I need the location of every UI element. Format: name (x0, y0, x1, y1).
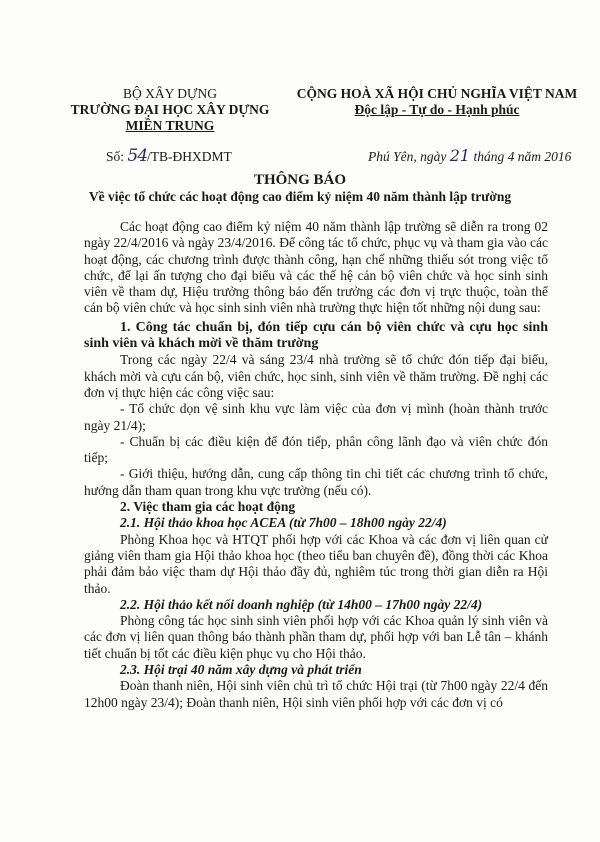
section2-heading: 2. Việc tham gia các hoạt động (120, 499, 296, 515)
date-day-handwritten: 21 (449, 146, 471, 165)
national-heading (292, 86, 582, 118)
national-motto: Độc lập - Tự do - Hạnh phúc (354, 102, 520, 117)
section2-3-paragraph: Đoàn thanh niên, Hội sinh viên chủ trì tổ chức Hội trại (từ 7h00 ngày 22/4 đến 12h00 ngày 23/4); Đoàn thanh niên, Hội sinh viên phối hợp với các đơn vị có (84, 678, 548, 710)
issuer-block (60, 86, 280, 134)
document-number-handwritten: 54 (127, 146, 148, 166)
document-title: THÔNG BÁO (253, 172, 347, 188)
document-number (106, 146, 232, 166)
section1-bullet: - Tổ chức dọn vệ sinh khu vực làm việc của đơn vị mình (hoàn thành trước ngày 21/4); (84, 401, 548, 433)
section2-1-heading: 2.1. Hội thảo khoa học ACEA (từ 7h00 – 18h00 ngày 22/4) (120, 515, 447, 531)
section1-bullet: - Giới thiệu, hướng dẫn, cung cấp thông tin chi tiết các chương trình tổ chức, hướng dẫn tham quan trong khu vực trường (nếu có). (84, 466, 548, 498)
intro-paragraph: Các hoạt động cao điểm kỷ niệm 40 năm thành lập trường sẽ diễn ra trong 02 ngày 22/4/2016 và ngày 23/4/2016. Để công tác tổ chức, phục vụ và tham gia vào các hoạt động, các chương trình được thành công, hạn chế những thiếu sót trong việc tổ chức, để lại ấn tượng cho đại biểu và các thế hệ cán bộ viên chức và học sinh sinh viên về tham dự, Hiệu trưởng thông báo đến trưởng các đơn vị trực thuộc, toàn thể cán bộ viên chức và học sinh sinh viên nhà trường thực hiện tốt những nội dung sau: (84, 219, 548, 316)
issue-date (368, 146, 571, 165)
date-suffix: tháng 4 năm 2016 (473, 149, 572, 164)
section2-3-heading: 2.3. Hội trại 40 năm xây dựng và phát triển (120, 662, 362, 678)
document-subtitle: Về việc tổ chức các hoạt động cao điểm kỷ niệm 40 năm thành lập trường (88, 189, 512, 204)
section2-2-heading: 2.2. Hội thảo kết nối doanh nghiệp (từ 14h00 – 17h00 ngày 22/4) (120, 596, 483, 612)
document-number-prefix: Số: (106, 149, 125, 164)
school-name-line2: MIỀN TRUNG (125, 118, 215, 133)
country-name: CỘNG HOÀ XÃ HỘI CHỦ NGHĨA VIỆT NAM (296, 86, 578, 101)
date-prefix: Phú Yên, ngày (368, 149, 447, 164)
school-name-line1: TRƯỜNG ĐẠI HỌC XÂY DỰNG (70, 102, 270, 117)
section2-2-paragraph: Phòng công tác học sinh sinh viên phối hợp với các Khoa quản lý sinh viên và các đơn vị liên quan thông báo thành phần tham dự, phối hợp với ban Lễ tân – khánh tiết chuẩn bị tốt các điều kiện phục vụ cho Hội thảo. (84, 613, 548, 661)
section1-paragraph: Trong các ngày 22/4 và sáng 23/4 nhà trường sẽ tổ chức đón tiếp đại biểu, khách mời và cựu cán bộ, viên chức, học sinh, sinh viên về thăm trường. Đề nghị các đơn vị thực hiện các công việc sau: (84, 352, 548, 400)
document-body (84, 219, 548, 711)
ministry-name: BỘ XÂY DỰNG (123, 86, 217, 101)
document-number-suffix: /TB-ĐHXDMT (147, 149, 232, 164)
section2-1-paragraph: Phòng Khoa học và HTQT phối hợp với các Khoa và các đơn vị liên quan cử giảng viên tham gia Hội thảo khoa học (theo tiểu ban chuyên đề), đồng thời các Khoa phải đảm bảo việc tham dự Hội thảo đầy đủ, nghiêm túc trong thời gian diễn ra Hội thảo. (84, 531, 548, 596)
section1-bullet: - Chuẩn bị các điều kiện để đón tiếp, phân công lãnh đạo và viên chức đón tiếp; (84, 433, 548, 466)
section1-heading: 1. Công tác chuẩn bị, đón tiếp cựu cán bộ viên chức và cựu học sinh sinh viên và khách mời về thăm trường (84, 319, 548, 352)
